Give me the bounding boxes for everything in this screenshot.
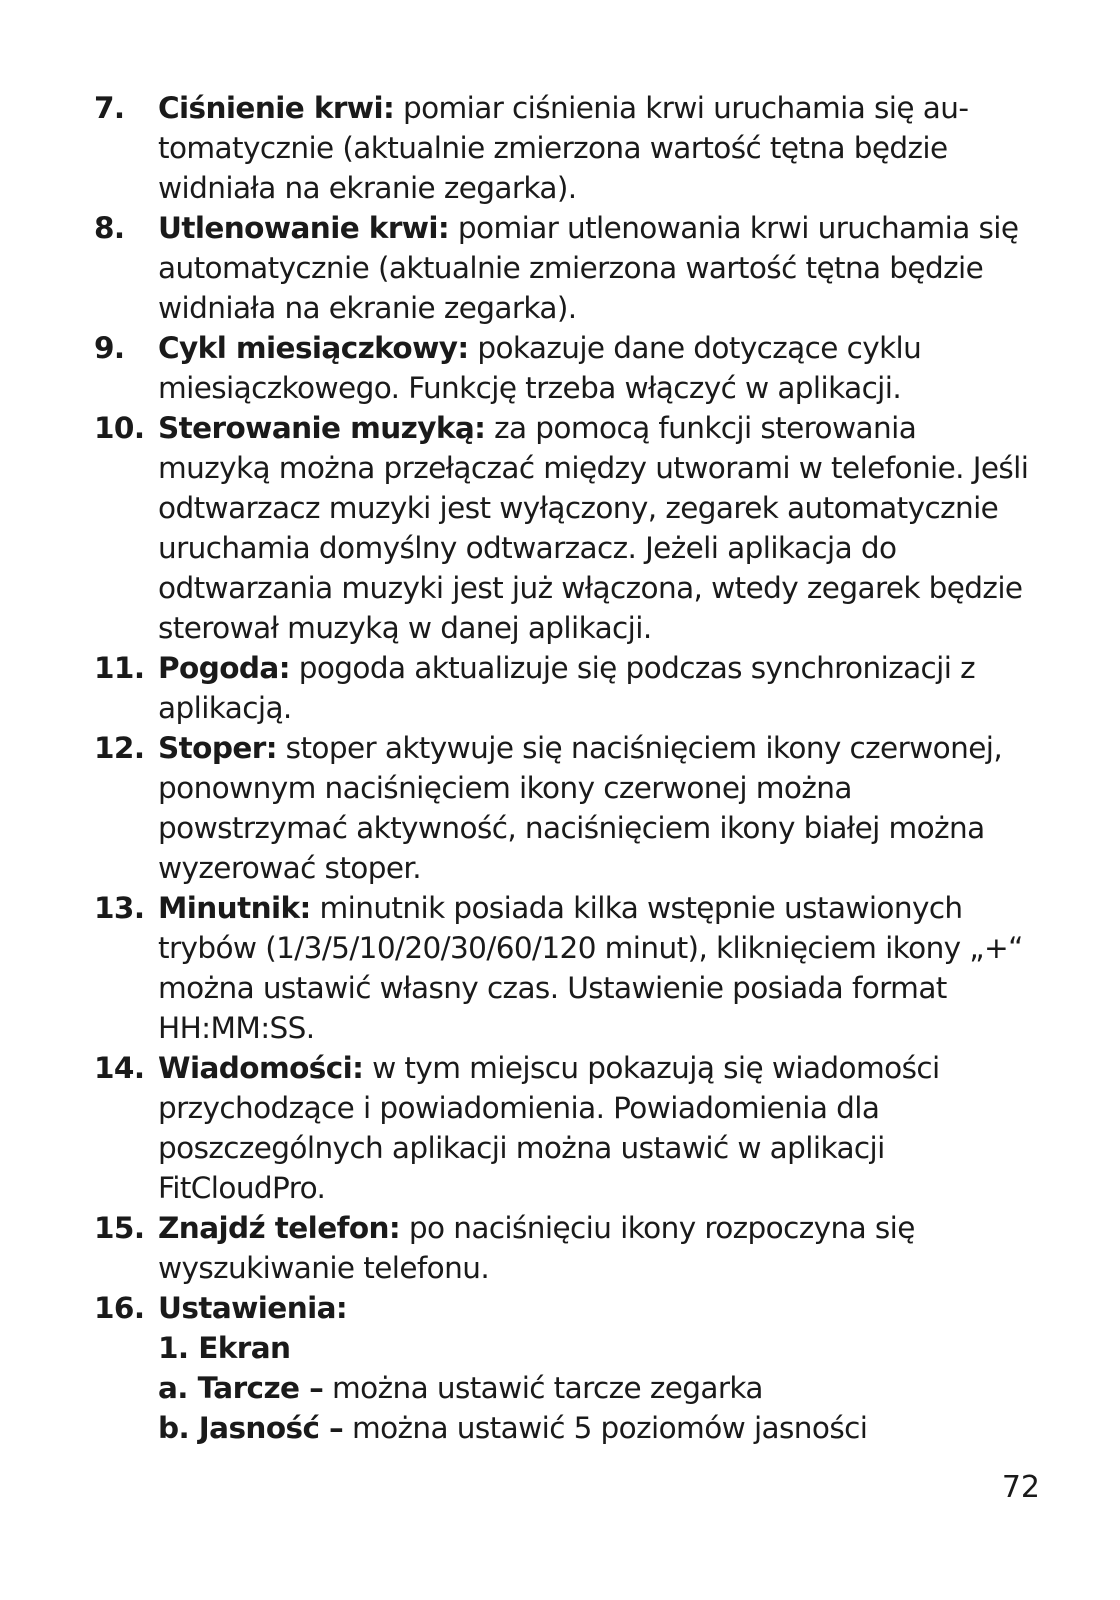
list-item (94, 208, 1034, 328)
item-number: 7. (94, 91, 125, 125)
item-term: Znajdź telefon: (158, 1211, 401, 1245)
item-number: 12. (94, 731, 145, 765)
item-number: 13. (94, 891, 145, 925)
item-number: 9. (94, 331, 125, 365)
subitem-text: można ustawić tarcze zegarka (332, 1371, 763, 1405)
list-item (94, 1048, 1034, 1208)
list-item (94, 888, 1034, 1048)
item-term: Cykl miesiączkowy: (158, 331, 469, 365)
item-term: Pogoda: (158, 651, 290, 685)
subitem-term: b. Jasność – (158, 1411, 344, 1445)
settings-subheading: 1. Ekran (158, 1331, 291, 1365)
item-number: 8. (94, 211, 125, 245)
item-text: za pomocą funkcji sterowania muzyką można przełączać między utworami w telefonie. Jeśli odtwarzacz muzyki jest wyłączony, zegarek automatycznie uruchamia domyślny odtwarzacz. Jeżeli aplikacja do odtwarzania muzyki jest już włączona, wtedy zegarek będzie sterował muzyką w danej aplikacji. (158, 411, 1029, 645)
item-text: stoper aktywuje się naciśnięciem ikony czerwonej, ponownym naciśnięciem ikony czerwonej można powstrzymać aktywność, naciśnięciem ikony białej można wyzerować stoper. (158, 731, 1003, 885)
list-item (94, 408, 1034, 648)
item-number: 10. (94, 411, 145, 445)
list-item (94, 728, 1034, 888)
item-number: 15. (94, 1211, 145, 1245)
subitem-term: a. Tarcze – (158, 1371, 324, 1405)
list-item (94, 88, 1034, 208)
item-text: pokazuje dane dotyczące cyklu miesiączkowego. Funkcję trzeba włączyć w aplikacji. (158, 331, 922, 405)
item-term: Sterowanie muzyką: (158, 411, 486, 445)
item-term: Utlenowanie krwi: (158, 211, 450, 245)
item-term: Ciśnienie krwi: (158, 91, 395, 125)
item-text: w tym miejscu pokazują się wiadomości przychodzące i powiadomienia. Powiadomienia dla poszczególnych aplikacji można ustawić w aplikacji FitCloudPro. (158, 1051, 940, 1205)
list-item (94, 1208, 1034, 1288)
settings-heading: Ustawienia: (158, 1291, 348, 1325)
feature-list (94, 88, 1034, 1448)
item-number: 14. (94, 1051, 145, 1085)
item-number: 16. (94, 1291, 145, 1325)
subitem-text: można ustawić 5 poziomów jasności (351, 1411, 868, 1445)
item-text: minutnik posiada kilka wstępnie ustawionych trybów (1/3/5/10/20/30/60/120 minut), kliknięciem ikony „+“ można ustawić własny czas. Ustawienie posiada format HH:MM:SS. (158, 891, 1023, 1045)
page-number: 72 (1001, 1470, 1040, 1505)
settings-subitem (158, 1368, 1034, 1408)
item-term: Stoper: (158, 731, 277, 765)
item-term: Wiadomości: (158, 1051, 364, 1085)
item-text: pogoda aktualizuje się podczas synchronizacji z aplikacją. (158, 651, 976, 725)
list-item (94, 328, 1034, 408)
list-item-settings (94, 1288, 1034, 1448)
item-number: 11. (94, 651, 145, 685)
settings-subitem (158, 1408, 1034, 1448)
item-text: pomiar utlenowania krwi uruchamia się automatycznie (aktualnie zmierzona wartość tętna będzie widniała na ekranie zegarka). (158, 211, 1019, 325)
item-term: Minutnik: (158, 891, 311, 925)
item-text: po naciśnięciu ikony rozpoczyna się wyszukiwanie telefonu. (158, 1211, 915, 1285)
item-text: pomiar ciśnienia krwi uruchamia się automatycznie (aktualnie zmierzona wartość tętna będzie widniała na ekranie zegarka). (158, 91, 969, 205)
list-item (94, 648, 1034, 728)
